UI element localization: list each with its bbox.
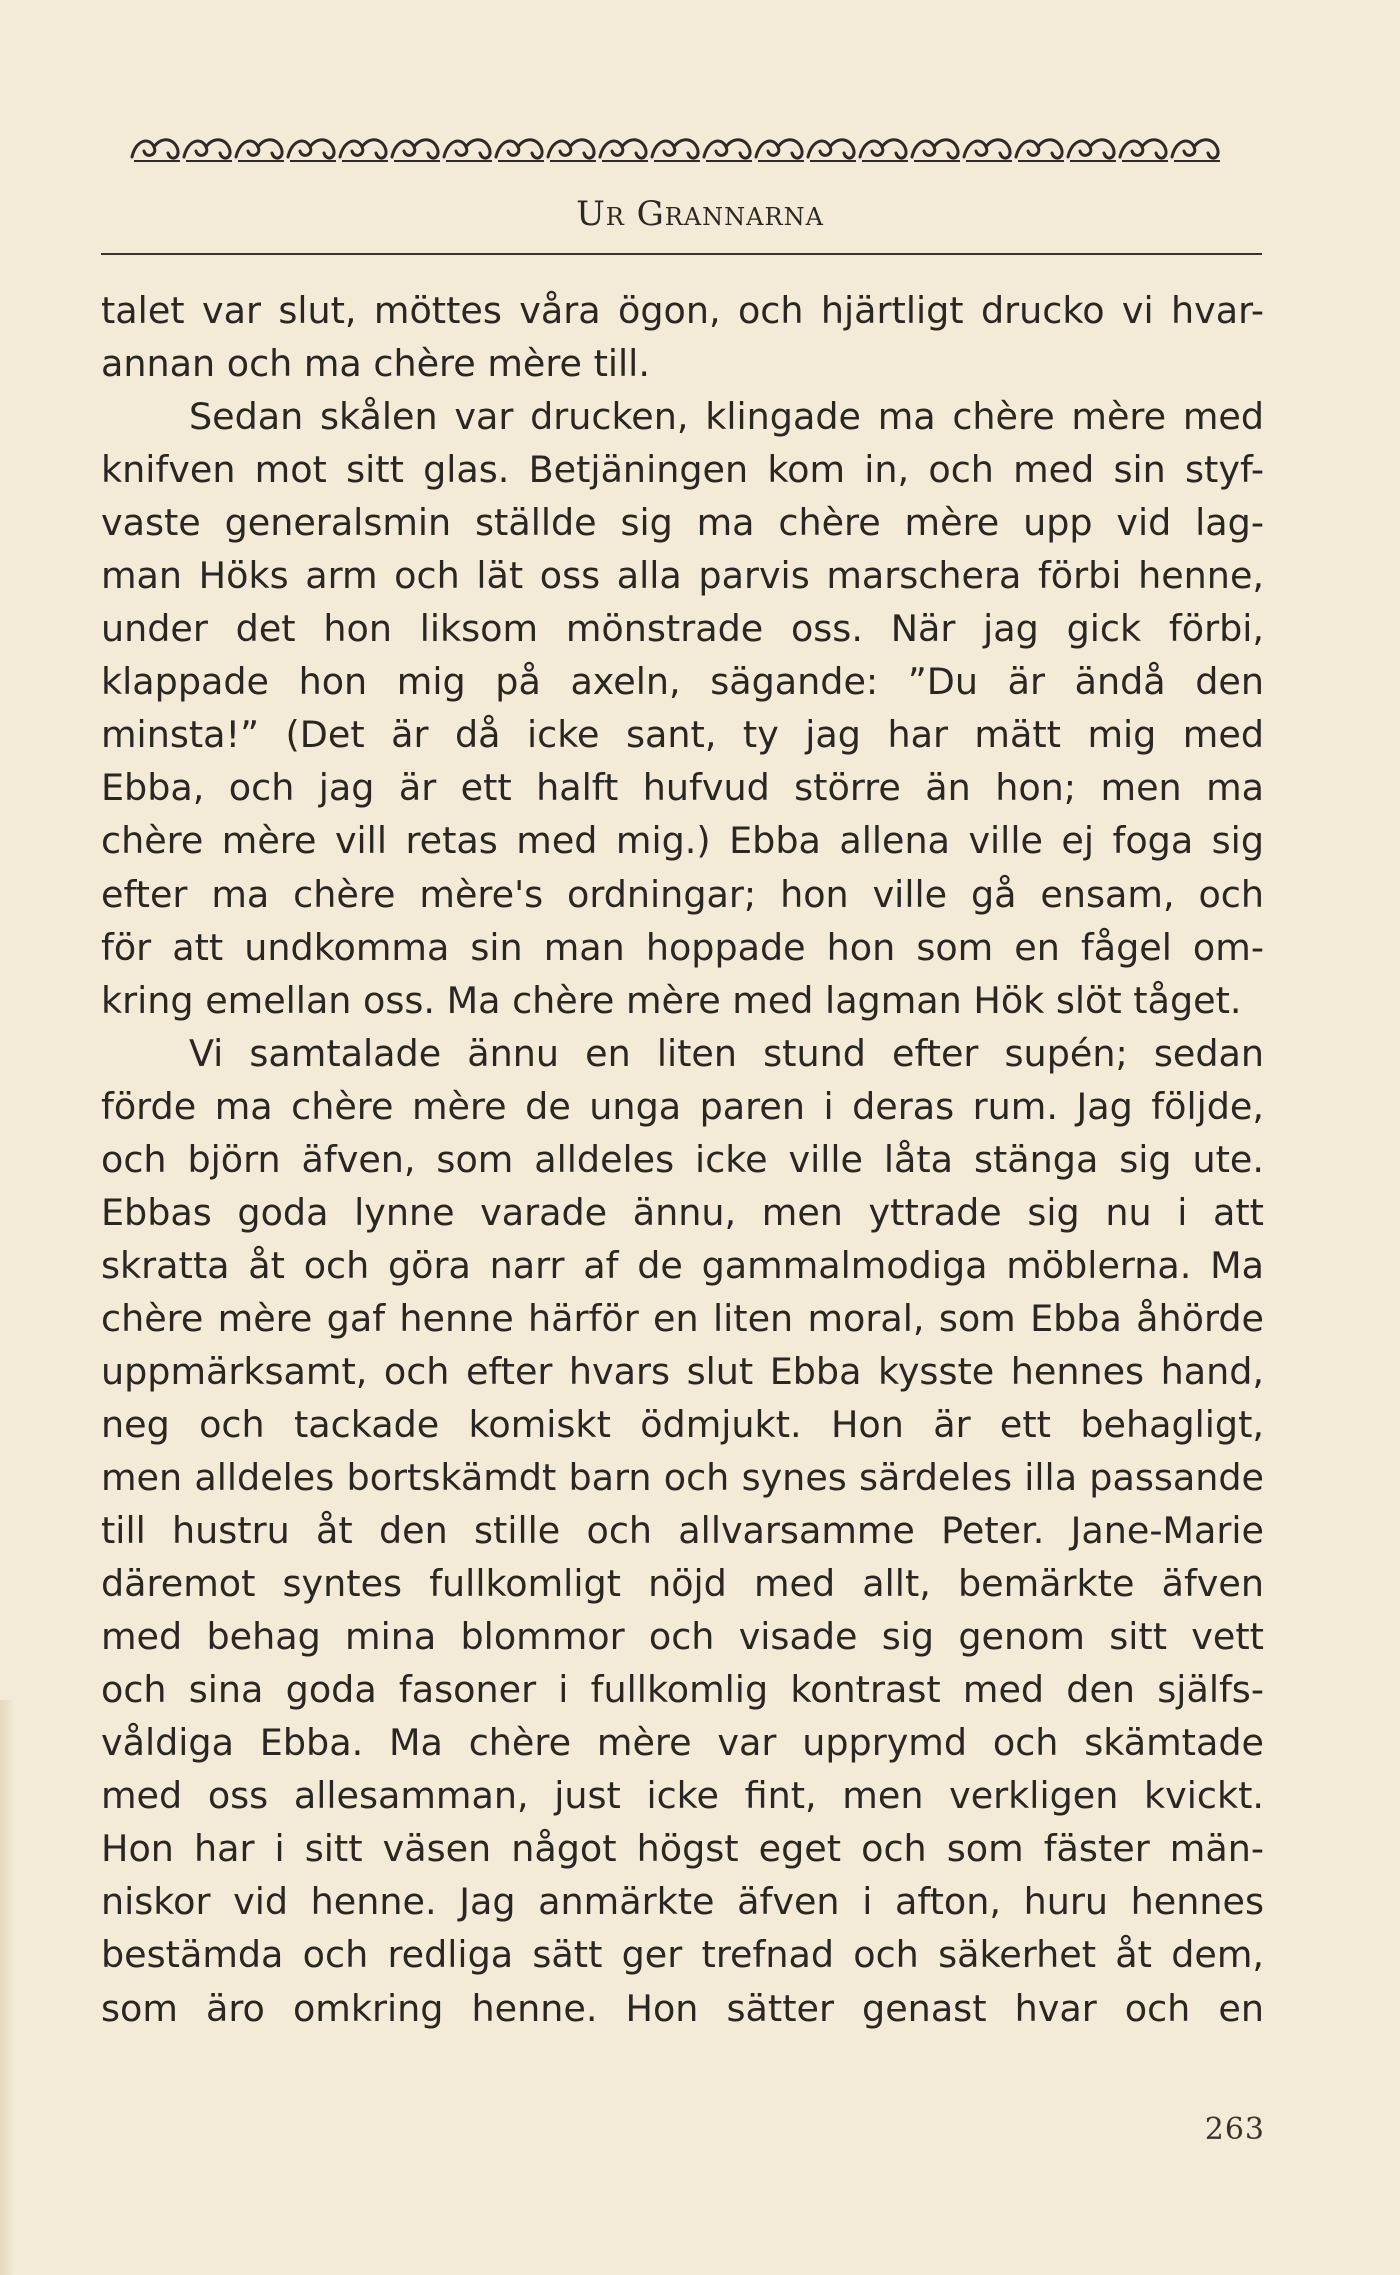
text-line: till hustru åt den stille och allvarsamme Peter. Jane-Marie [101,1509,1264,1553]
ornament-motif [392,140,440,161]
ornament-motif [704,140,752,161]
ornament-motif [600,140,648,161]
body-text [101,288,1264,2039]
text-line: under det hon liksom mönstrade oss. När jag gick förbi, [101,607,1264,651]
ornament-motif [288,140,336,161]
text-line: våldiga Ebba. Ma chère mère var upprymd och skämtade [101,1721,1264,1765]
running-head [0,194,1400,234]
text-line: chère mère vill retas med mig.) Ebba allena ville ej foga sig [101,819,1264,863]
ornament-motif [444,140,492,161]
ornament-motif [236,140,284,161]
text-line: kring emellan oss. Ma chère mère med lagman Hök slöt tåget. [101,978,1242,1022]
text-line: och sina goda fasoner i fullkomlig kontrast med den själfs- [101,1668,1264,1712]
text-line: vaste generalsmin ställde sig ma chère mère upp vid lag- [101,501,1264,545]
text-line: med oss allesamman, just icke fint, men verkligen kvickt. [101,1774,1264,1818]
ornament-motif [860,140,908,161]
text-line: och björn äfven, som alldeles icke ville låta stänga sig ute. [101,1137,1264,1181]
text-line: talet var slut, möttes våra ögon, och hjärtligt drucko vi hvar- [101,289,1264,332]
text-line: däremot syntes fullkomligt nöjd med allt, bemärkte äfven [101,1562,1264,1606]
ornament-motif [496,140,544,161]
text-line: bestämda och redliga sätt ger trefnad och säkerhet åt dem, [101,1933,1264,1977]
text-line: Sedan skålen var drucken, klingade ma chère mère med [189,395,1264,439]
ornament-motif [756,140,804,161]
ornament-motif [340,140,388,161]
page-edge-shadow [0,1700,14,2275]
text-line: men alldeles bortskämdt barn och synes särdeles illa passande [101,1456,1264,1500]
ornament-border [128,131,1263,167]
text-line: Hon har i sitt väsen något högst eget och som fäster män- [101,1827,1264,1871]
text-line: man Höks arm och lät oss alla parvis marschera förbi henne, [101,554,1264,598]
running-head-text: Ur Grannarna [576,194,824,234]
text-line: minsta!” (Det är då icke sant, ty jag har mätt mig med [101,713,1264,757]
page-number: 263 [1204,2112,1265,2147]
ornament-motif [184,140,232,161]
text-line: med behag mina blommor och visade sig genom sitt vett [101,1615,1264,1659]
ornament-motif [1016,140,1064,161]
text-line: niskor vid henne. Jag anmärkte äfven i afton, huru hennes [101,1880,1264,1924]
header-rule [101,253,1262,255]
ornament-motif [808,140,856,161]
ornament-motif [912,140,960,161]
ornament-motif [1068,140,1116,161]
text-line: uppmärksamt, och efter hvars slut Ebba kysste hennes hand, [101,1349,1264,1393]
ornament-motif [1172,140,1220,161]
text-line: knifven mot sitt glas. Betjäningen kom in, och med sin styf- [101,448,1264,492]
text-line: skratta åt och göra narr af de gammalmodiga möblerna. Ma [101,1243,1264,1287]
text-line: Vi samtalade ännu en liten stund efter supén; sedan [189,1031,1264,1075]
text-line: som äro omkring henne. Hon sätter genast hvar och en [101,1986,1264,2030]
ornament-motif [132,140,180,161]
ornament-motif [964,140,1012,161]
text-line: efter ma chère mère's ordningar; hon ville gå ensam, och [101,872,1264,916]
text-line: Ebbas goda lynne varade ännu, men yttrade sig nu i att [101,1190,1264,1234]
text-line: chère mère gaf henne härför en liten moral, som Ebba åhörde [101,1296,1264,1340]
text-line: klappade hon mig på axeln, sägande: ”Du är ändå den [101,660,1264,704]
ornament-motif [1120,140,1168,161]
ornament-motif [548,140,596,161]
text-line: neg och tackade komiskt ödmjukt. Hon är ett behagligt, [101,1402,1264,1446]
text-line: förde ma chère mère de unga paren i deras rum. Jag följde, [101,1084,1264,1128]
text-line: annan och ma chère mère till. [101,342,650,386]
text-line: Ebba, och jag är ett halft hufvud större än hon; men ma [101,766,1264,810]
ornament-scroll-icon [128,131,1263,167]
ornament-motif [652,140,700,161]
text-line: för att undkomma sin man hoppade hon som en fågel om- [101,925,1264,969]
